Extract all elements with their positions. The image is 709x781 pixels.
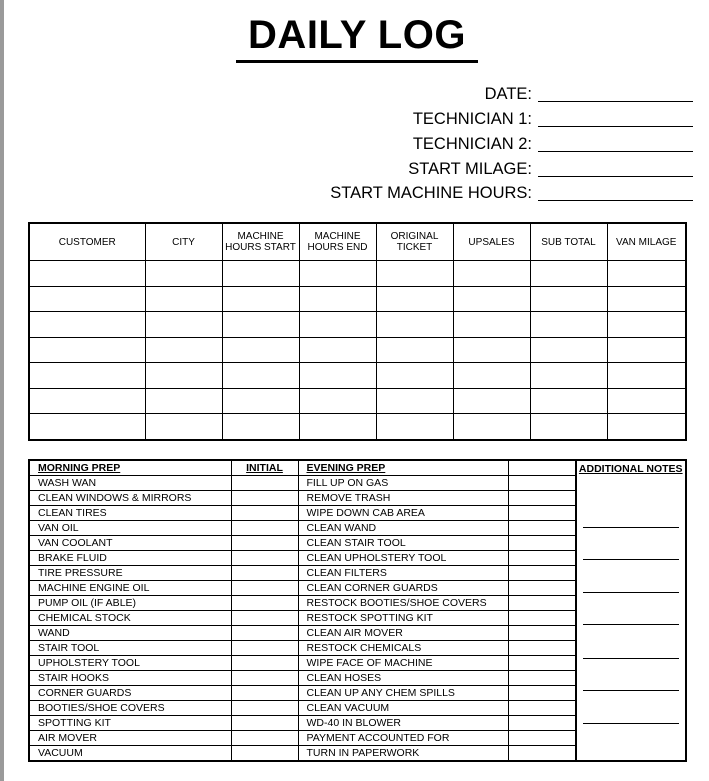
log-cell-machine-hours-start[interactable] — [222, 363, 299, 389]
evening-prep-item: CLEAN STAIR TOOL — [298, 536, 508, 551]
log-cell-city[interactable] — [145, 286, 222, 312]
start-milage-blank[interactable] — [538, 176, 693, 177]
evening-prep-item: WIPE FACE OF MACHINE — [298, 656, 508, 671]
evening-initial-cell[interactable] — [508, 626, 575, 641]
log-cell-city[interactable] — [145, 337, 222, 363]
morning-initial-cell[interactable] — [231, 641, 298, 656]
log-cell-van-milage[interactable] — [607, 388, 686, 414]
log-table-header — [29, 223, 686, 261]
evening-prep-item: WD-40 IN BLOWER — [298, 716, 508, 731]
column-header-sub-total: SUB TOTAL — [530, 223, 607, 261]
initial-header: INITIAL — [231, 460, 298, 476]
column-header-city: CITY — [145, 223, 222, 261]
evening-initial-cell[interactable] — [508, 491, 575, 506]
evening-prep-item: CLEAN AIR MOVER — [298, 626, 508, 641]
log-cell-van-milage[interactable] — [607, 414, 686, 440]
log-cell-customer[interactable] — [29, 261, 145, 287]
log-cell-city[interactable] — [145, 388, 222, 414]
start-machine-hours-field[interactable] — [330, 181, 693, 203]
log-cell-machine-hours-end[interactable] — [299, 388, 376, 414]
log-cell-sub-total[interactable] — [530, 414, 607, 440]
notes-line[interactable] — [583, 624, 680, 625]
log-cell-customer[interactable] — [29, 312, 145, 338]
evening-initial-cell[interactable] — [508, 686, 575, 701]
start-machine-hours-blank[interactable] — [538, 200, 693, 201]
date-label: DATE: — [484, 85, 532, 103]
evening-prep-item: FILL UP ON GAS — [298, 476, 508, 491]
log-cell-city[interactable] — [145, 312, 222, 338]
log-cell-van-milage[interactable] — [607, 363, 686, 389]
column-header-machine-hours-start: MACHINE HOURS START — [222, 223, 299, 261]
morning-prep-item: CLEAN WINDOWS & MIRRORS — [29, 491, 231, 506]
morning-initial-cell[interactable] — [231, 611, 298, 626]
evening-prep-item: CLEAN WAND — [298, 521, 508, 536]
log-cell-sub-total[interactable] — [530, 286, 607, 312]
log-cell-machine-hours-start[interactable] — [222, 286, 299, 312]
log-cell-machine-hours-start[interactable] — [222, 414, 299, 440]
morning-initial-cell[interactable] — [231, 581, 298, 596]
log-cell-upsales[interactable] — [453, 286, 530, 312]
page-edge — [0, 0, 4, 781]
prep-checklist-table — [28, 459, 687, 762]
evening-initial-cell[interactable] — [508, 536, 575, 551]
morning-initial-cell[interactable] — [231, 746, 298, 762]
log-cell-upsales[interactable] — [453, 312, 530, 338]
technician-2-blank[interactable] — [538, 151, 693, 152]
column-header-upsales: UPSALES — [453, 223, 530, 261]
evening-prep-item: CLEAN HOSES — [298, 671, 508, 686]
log-cell-original-ticket[interactable] — [376, 261, 453, 287]
technician-2-field[interactable] — [413, 132, 693, 154]
log-table-row — [29, 312, 686, 338]
log-table-row — [29, 388, 686, 414]
morning-prep-item: VACUUM — [29, 746, 231, 762]
prep-header-row — [29, 460, 686, 476]
log-cell-sub-total[interactable] — [530, 388, 607, 414]
log-cell-sub-total[interactable] — [530, 363, 607, 389]
evening-prep-item: CLEAN FILTERS — [298, 566, 508, 581]
log-cell-original-ticket[interactable] — [376, 286, 453, 312]
log-cell-machine-hours-end[interactable] — [299, 363, 376, 389]
morning-prep-item: PUMP OIL (IF ABLE) — [29, 596, 231, 611]
evening-initial-cell[interactable] — [508, 506, 575, 521]
morning-initial-cell[interactable] — [231, 536, 298, 551]
log-cell-machine-hours-start[interactable] — [222, 312, 299, 338]
morning-prep-item: WAND — [29, 626, 231, 641]
log-cell-original-ticket[interactable] — [376, 363, 453, 389]
morning-prep-item: STAIR HOOKS — [29, 671, 231, 686]
date-field[interactable] — [485, 82, 693, 104]
morning-prep-item: CLEAN TIRES — [29, 506, 231, 521]
log-table-row — [29, 337, 686, 363]
log-cell-customer[interactable] — [29, 286, 145, 312]
morning-prep-item: MACHINE ENGINE OIL — [29, 581, 231, 596]
evening-initial-cell[interactable] — [508, 611, 575, 626]
log-cell-machine-hours-end[interactable] — [299, 414, 376, 440]
log-cell-machine-hours-start[interactable] — [222, 261, 299, 287]
title-underline — [236, 60, 478, 63]
morning-initial-cell[interactable] — [231, 491, 298, 506]
log-cell-machine-hours-end[interactable] — [299, 337, 376, 363]
start-milage-label: START MILAGE: — [408, 160, 532, 178]
evening-prep-item: REMOVE TRASH — [298, 491, 508, 506]
column-header-machine-hours-end: MACHINE HOURS END — [299, 223, 376, 261]
morning-prep-item: VAN COOLANT — [29, 536, 231, 551]
log-table-row — [29, 286, 686, 312]
page-title: DAILY LOG — [248, 13, 466, 57]
log-cell-upsales[interactable] — [453, 388, 530, 414]
log-table-row — [29, 414, 686, 440]
evening-initial-cell[interactable] — [508, 716, 575, 731]
log-cell-original-ticket[interactable] — [376, 388, 453, 414]
log-table-row — [29, 261, 686, 287]
evening-initial-cell[interactable] — [508, 731, 575, 746]
morning-prep-item: TIRE PRESSURE — [29, 566, 231, 581]
morning-initial-cell[interactable] — [231, 566, 298, 581]
log-table — [28, 222, 687, 441]
morning-initial-cell[interactable] — [231, 476, 298, 491]
log-cell-city[interactable] — [145, 414, 222, 440]
technician-2-label: TECHNICIAN 2: — [412, 135, 532, 153]
evening-prep-item: WIPE DOWN CAB AREA — [298, 506, 508, 521]
log-cell-customer[interactable] — [29, 414, 145, 440]
date-blank[interactable] — [538, 101, 693, 102]
morning-prep-item: WASH WAN — [29, 476, 231, 491]
morning-initial-cell[interactable] — [231, 506, 298, 521]
evening-prep-header: EVENING PREP — [298, 460, 508, 476]
additional-notes[interactable] — [576, 460, 686, 761]
evening-prep-item: TURN IN PAPERWORK — [298, 746, 508, 762]
morning-prep-item: BOOTIES/SHOE COVERS — [29, 701, 231, 716]
morning-initial-cell[interactable] — [231, 671, 298, 686]
evening-initial-cell[interactable] — [508, 746, 575, 762]
log-cell-original-ticket[interactable] — [376, 414, 453, 440]
evening-initial-header — [508, 460, 575, 476]
morning-initial-cell[interactable] — [231, 716, 298, 731]
morning-initial-cell[interactable] — [231, 701, 298, 716]
morning-initial-cell[interactable] — [231, 521, 298, 536]
log-table-row — [29, 363, 686, 389]
notes-line[interactable] — [583, 723, 680, 724]
start-machine-hours-label: START MACHINE HOURS: — [330, 184, 532, 202]
morning-prep-item: CHEMICAL STOCK — [29, 611, 231, 626]
log-cell-upsales[interactable] — [453, 261, 530, 287]
log-cell-machine-hours-start[interactable] — [222, 388, 299, 414]
evening-initial-cell[interactable] — [508, 566, 575, 581]
log-cell-customer[interactable] — [29, 337, 145, 363]
morning-initial-cell[interactable] — [231, 656, 298, 671]
log-cell-sub-total[interactable] — [530, 312, 607, 338]
log-cell-upsales[interactable] — [453, 337, 530, 363]
morning-prep-item: BRAKE FLUID — [29, 551, 231, 566]
log-cell-van-milage[interactable] — [607, 337, 686, 363]
evening-initial-cell[interactable] — [508, 551, 575, 566]
start-milage-field[interactable] — [408, 157, 693, 179]
morning-initial-cell[interactable] — [231, 596, 298, 611]
notes-line[interactable] — [583, 527, 680, 528]
log-cell-machine-hours-end[interactable] — [299, 312, 376, 338]
evening-initial-cell[interactable] — [508, 671, 575, 686]
morning-initial-cell[interactable] — [231, 731, 298, 746]
morning-initial-cell[interactable] — [231, 626, 298, 641]
column-header-original-ticket: ORIGINAL TICKET — [376, 223, 453, 261]
evening-prep-item: CLEAN UP ANY CHEM SPILLS — [298, 686, 508, 701]
evening-prep-item: RESTOCK SPOTTING KIT — [298, 611, 508, 626]
morning-initial-cell[interactable] — [231, 551, 298, 566]
column-header-customer: CUSTOMER — [29, 223, 145, 261]
technician-1-field[interactable] — [413, 107, 693, 129]
technician-1-label: TECHNICIAN 1: — [412, 110, 532, 128]
log-cell-original-ticket[interactable] — [376, 337, 453, 363]
log-cell-sub-total[interactable] — [530, 261, 607, 287]
column-header-van-milage: VAN MILAGE — [607, 223, 686, 261]
morning-prep-header: MORNING PREP — [29, 460, 231, 476]
log-cell-van-milage[interactable] — [607, 261, 686, 287]
evening-prep-item: CLEAN VACUUM — [298, 701, 508, 716]
evening-initial-cell[interactable] — [508, 641, 575, 656]
notes-line[interactable] — [583, 658, 680, 659]
morning-initial-cell[interactable] — [231, 686, 298, 701]
log-cell-customer[interactable] — [29, 388, 145, 414]
evening-initial-cell[interactable] — [508, 701, 575, 716]
log-cell-machine-hours-end[interactable] — [299, 261, 376, 287]
evening-initial-cell[interactable] — [508, 476, 575, 491]
log-cell-original-ticket[interactable] — [376, 312, 453, 338]
log-cell-city[interactable] — [145, 363, 222, 389]
log-cell-city[interactable] — [145, 261, 222, 287]
evening-prep-item: RESTOCK BOOTIES/SHOE COVERS — [298, 596, 508, 611]
evening-initial-cell[interactable] — [508, 656, 575, 671]
evening-prep-item: CLEAN UPHOLSTERY TOOL — [298, 551, 508, 566]
log-cell-machine-hours-start[interactable] — [222, 337, 299, 363]
morning-prep-item: AIR MOVER — [29, 731, 231, 746]
morning-prep-item: VAN OIL — [29, 521, 231, 536]
notes-line[interactable] — [583, 592, 680, 593]
technician-1-blank[interactable] — [538, 126, 693, 127]
evening-prep-item: PAYMENT ACCOUNTED FOR — [298, 731, 508, 746]
log-cell-machine-hours-end[interactable] — [299, 286, 376, 312]
log-cell-van-milage[interactable] — [607, 312, 686, 338]
additional-notes-header: ADDITIONAL NOTES — [578, 463, 683, 475]
log-cell-customer[interactable] — [29, 363, 145, 389]
log-cell-sub-total[interactable] — [530, 337, 607, 363]
notes-line[interactable] — [583, 690, 680, 691]
log-cell-upsales[interactable] — [453, 414, 530, 440]
morning-prep-item: SPOTTING KIT — [29, 716, 231, 731]
notes-line[interactable] — [583, 559, 680, 560]
log-cell-van-milage[interactable] — [607, 286, 686, 312]
evening-initial-cell[interactable] — [508, 596, 575, 611]
evening-prep-item: RESTOCK CHEMICALS — [298, 641, 508, 656]
evening-initial-cell[interactable] — [508, 581, 575, 596]
morning-prep-item: STAIR TOOL — [29, 641, 231, 656]
log-cell-upsales[interactable] — [453, 363, 530, 389]
evening-prep-item: CLEAN CORNER GUARDS — [298, 581, 508, 596]
morning-prep-item: UPHOLSTERY TOOL — [29, 656, 231, 671]
evening-initial-cell[interactable] — [508, 521, 575, 536]
morning-prep-item: CORNER GUARDS — [29, 686, 231, 701]
